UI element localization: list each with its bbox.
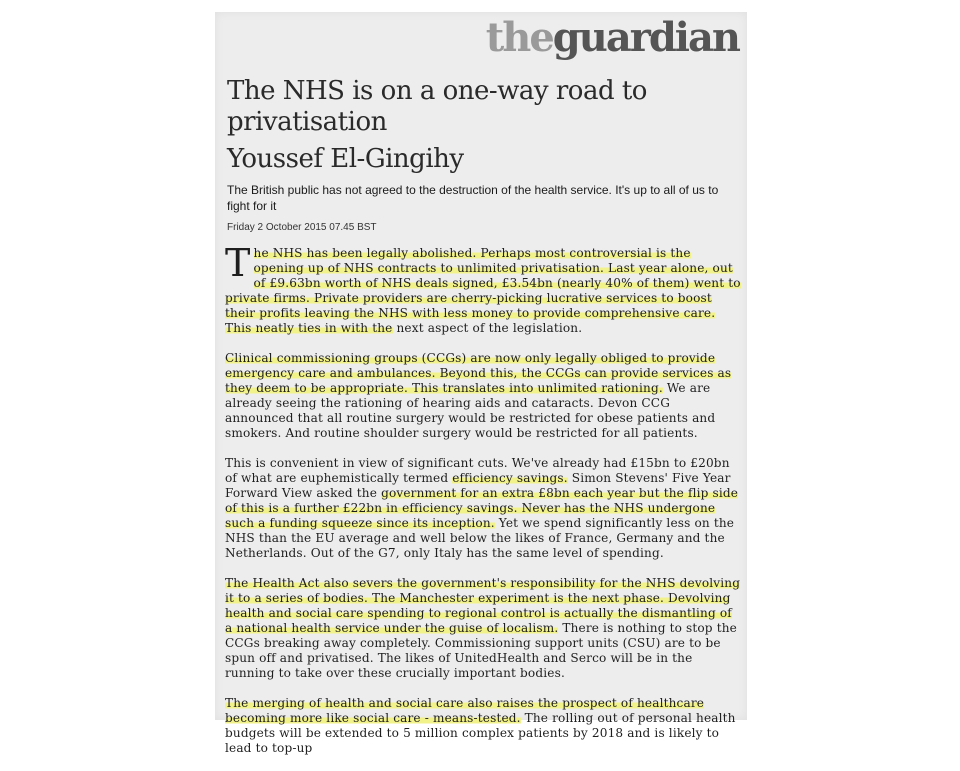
newspaper-clipping: [215, 12, 747, 755]
article-paragraph: [225, 696, 741, 756]
article-paragraph: [225, 351, 741, 441]
highlighted-text: The merging of health and social care also raises the prospect of healthcare becoming more like social care - means-tested.: [225, 696, 705, 725]
article-paragraph: [225, 241, 741, 336]
article-standfirst: The British public has not agreed to the destruction of the health service. It's up to all of us to fight for it: [227, 183, 719, 213]
article-paragraph: [225, 456, 741, 561]
paragraph-text: The rolling out of personal health budgets will be extended to 5 million complex patients by 2018 and is likely to lead to top-up: [225, 711, 736, 755]
article-paragraph: [225, 576, 741, 681]
highlighted-text: government for an extra £8bn each year but the flip side of this is a further £22bn in efficiency savings. Never has the NHS undergone such a funding squeeze since its inception.: [225, 486, 739, 530]
drop-cap: T: [225, 241, 251, 285]
paragraph-text: We are already seeing the rationing of hearing aids and cataracts. Devon CCG announced that all routine surgery would be restricted for obese patients and smokers. And routine shoulder surgery would be restricted for all patients.: [225, 381, 716, 440]
highlighted-text: The Health Act also severs the government's responsibility for the NHS devolving it to a series of bodies. The Manchester experiment is the next phase. Devolving health and social care spending to regional control is actually the dismantling of a national health service under the guise of localism.: [225, 576, 741, 635]
highlighted-text: Clinical commissioning groups (CCGs) are now only legally obliged to provide emergency care and ambulances. Beyond this, the CCGs can provide services as they deem to be appropriate. This translates into unlimited rationing.: [225, 351, 732, 395]
article-byline: Youssef El-Gingihy: [227, 144, 464, 174]
article-headline: The NHS is on a one-way road to privatisation: [227, 76, 647, 137]
article-dateline: Friday 2 October 2015 07.45 BST: [227, 222, 377, 233]
paragraph-text: Yet we spend significantly less on the NHS than the EU average and well below the likes of France, Germany and the Netherlands. Out of the G7, only Italy has the same level of spending.: [225, 516, 735, 560]
paragraph-text: There is nothing to stop the CCGs breaking away completely. Commissioning support units (CSU) are to be spun off and privatised. The likes of UnitedHealth and Serco will be in the running to take over these crucially important bodies.: [225, 621, 737, 680]
article-body: [225, 241, 741, 771]
guardian-logo: theguardian: [485, 14, 739, 61]
paragraph-text: Simon Stevens' Five Year Forward View asked the: [225, 471, 731, 500]
highlighted-text: he NHS has been legally abolished. Perhaps most controversial is the opening up of NHS contracts to unlimited privatisation. Last year alone, out of £9.63bn worth of NHS deals signed, £3.54bn (nearly 40% of them) went to private firms. Private providers are cherry-picking lucrative services to boost their profits leaving the NHS with less money to provide comprehensive care. This neatly ties in with the: [225, 246, 741, 335]
paragraph-text: This is convenient in view of significant cuts. We've already had £15bn to £20bn of what are euphemistically termed: [225, 456, 730, 485]
highlighted-text: efficiency savings.: [452, 471, 568, 485]
paragraph-text: next aspect of the legislation.: [392, 321, 583, 335]
